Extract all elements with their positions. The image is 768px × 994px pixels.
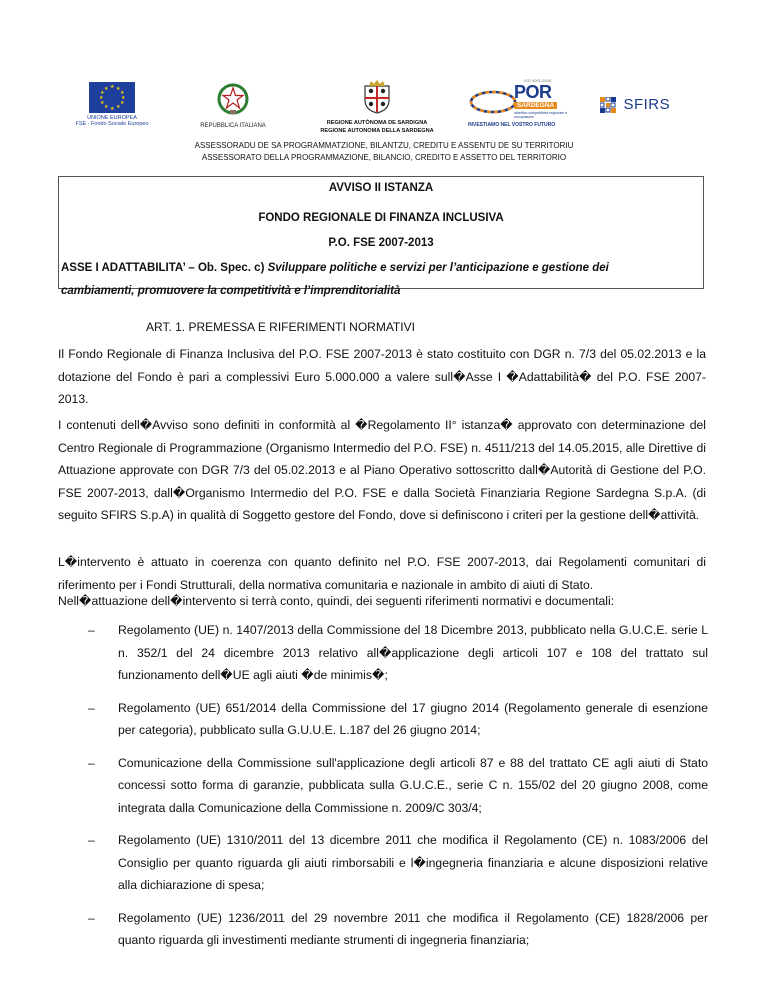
eu-logo: [72, 82, 152, 127]
sardinia-logo: [312, 80, 442, 135]
ras-caption-sardo: REGIONE AUTÒNOMA DE SARDIGNA: [326, 120, 428, 126]
por-tagline: obiettivo competitività regionale e occupazione: [514, 111, 568, 119]
logo-bar: [0, 78, 768, 134]
references-list: [88, 619, 708, 962]
assessorato-italiano: ASSESSORATO DELLA PROGRAMMAZIONE, BILANCIO, CREDITO E ASSETTO DEL TERRITORIO: [201, 153, 567, 162]
notice-line-asse: [59, 260, 703, 276]
notice-line-avviso: AVVISO II ISTANZA: [328, 182, 434, 194]
paragraph-riferimenti: Nell�attuazione dell�intervento si terrà conto, quindi, dei seguenti riferimenti normativi e documentali:: [58, 594, 615, 608]
asse-label: ASSE I ADATTABILITA’ – Ob. Spec. c): [61, 262, 268, 274]
italy-logo: [188, 82, 278, 129]
por-motto: INVESTIAMO NEL VOSTRO FUTURO: [468, 122, 556, 128]
list-item: – Regolamento (UE) 651/2014 della Commissione del 17 giugno 2014 (Regolamento generale di esenzione per categoria), pubblicato sulla G.U.U.E. L.187 del 26 giugno 2014;: [88, 697, 708, 742]
notice-line-po: P.O. FSE 2007-2013: [328, 237, 434, 249]
sfirs-mark-icon: [600, 97, 616, 113]
eu-flag-icon: ★ ★ ★ ★ ★ ★ ★ ★ ★ ★ ★ ★: [89, 82, 135, 113]
ras-caption-it: REGIONE AUTONOMA DELLA SARDEGNA: [320, 128, 434, 134]
por-certification: ISO 9001:2008: [524, 78, 551, 83]
list-item: – Regolamento (UE) 1310/2011 del 13 dicembre 2011 che modifica il Regolamento (CE) n. 1083/2006 del Consiglio per quanto riguarda gli aiuti rimborsabili e l�ingegneria finanziaria e alcune disposizioni relative alla dichiarazione di spesa;: [88, 829, 708, 897]
italian-emblem-icon: [216, 82, 250, 116]
notice-line-fondo: FONDO REGIONALE DI FINANZA INCLUSIVA: [258, 212, 504, 224]
por-region: SARDEGNA: [514, 102, 557, 109]
por-swirl-icon: [468, 88, 518, 116]
assessorato-sardo: ASSESSORADU DE SA PROGRAMMATZIONE, BILANTZU, CREDITU E ASSENTU DE SU TERRITORIU: [194, 141, 574, 150]
asse-objective: Sviluppare politiche e servizi per l’anticipazione e gestione dei: [267, 262, 609, 274]
sardinia-crest-icon: [361, 80, 393, 114]
list-item: – Regolamento (UE) 1236/2011 del 29 novembre 2011 che modifica il Regolamento (CE) 1828/2006 per quanto riguarda gli investimenti mediante strumenti di ingegneria finanziaria;: [88, 907, 708, 952]
eu-caption: UNIONE EUROPEA: [87, 115, 137, 121]
por-wordmark: POR: [514, 82, 552, 102]
paragraph-intervento: L�intervento è attuato in coerenza con quanto definito nel P.O. FSE 2007-2013, dai Regolamenti comunitari di riferimento per i Fondi Strutturali, della normativa comunitaria e nazionale in ambito di aiuti di Stato.: [58, 555, 706, 592]
notice-line-objective-cont: cambiamenti, promuovere la competitività e l’imprenditorialità: [61, 285, 401, 297]
assessorato-header: [0, 140, 768, 164]
list-item: – Comunicazione della Commissione sull'applicazione degli articoli 87 e 88 del trattato CE agli aiuti di Stato concessi sotto forma di garanzie, pubblicata sulla G.U.C.E., serie C n. 155/02 del 20 giugno 2008, come integrata dalla Comunicazione della Commissione n. 2009/C 303/4;: [88, 752, 708, 820]
article-title: ART. 1. PREMESSA E RIFERIMENTI NORMATIVI: [146, 320, 415, 334]
notice-title-box: [58, 176, 704, 297]
list-item: – Regolamento (UE) n. 1407/2013 della Commissione del 18 Dicembre 2013, pubblicato nella G.U.C.E. serie L n. 352/1 del 24 dicembre 2013 relativo all�applicazione degli articoli 107 e 108 del trattato sul funzionamento dell�UE agli aiuti �de minimis�;: [88, 619, 708, 687]
sfirs-wordmark: SFIRS: [623, 96, 671, 114]
paragraph-contenuti: I contenuti dell�Avviso sono definiti in conformità al �Regolamento II° istanza� approvato con determinazione del Centro Regionale di Programmazione (Organismo Intermedio del P.O. FSE) n. 4511/213 del 14.05.2015, alle Direttive di Attuazione approvate con DGR 7/3 del 05.02.2013 e al Piano Operativo sottoscritto dall�Autorità di Gestione del P.O. FSE 2007-2013, dall�Organismo Intermedio del P.O. FSE e dalla Società Finanziaria Regione Sardegna S.p.A. (di seguito SFIRS S.p.A) in qualità di Soggetto gestore del Fondo, dove si definiscono i criteri per la gestione dell�attività.: [58, 418, 706, 522]
sfirs-logo: [600, 96, 700, 114]
paragraph-fondo: Il Fondo Regionale di Finanza Inclusiva del P.O. FSE 2007-2013 è stato costituito con DGR n. 7/3 del 05.02.2013 e la dotazione del Fondo è pari a complessivi Euro 5.000.000 a valere sull�Asse I �Adattabilità� del P.O. FSE 2007-2013.: [58, 347, 706, 406]
italy-caption: REPUBBLICA ITALIANA: [200, 123, 266, 129]
fse-caption: FSE - Fondo Sociale Europeo: [75, 121, 149, 127]
